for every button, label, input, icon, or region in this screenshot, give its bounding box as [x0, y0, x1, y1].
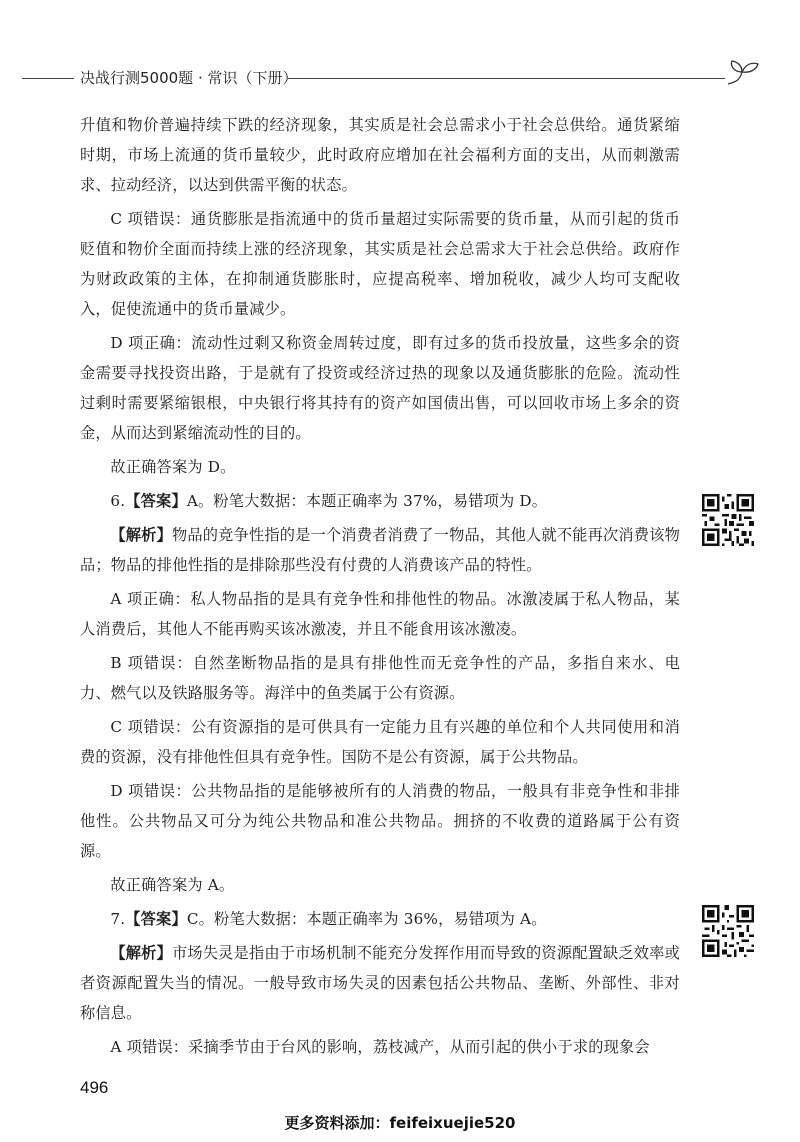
paragraph: 故正确答案为 D。: [110, 458, 236, 476]
paragraph: 升值和物价普遍持续下跌的经济现象，其实质是社会总需求小于社会总供给。通货紧缩时期，市场上流通的货币量较少，此时政府应增加在社会福利方面的支出，从而刺激需求、拉动经济，以达到供需平衡的状态。: [80, 116, 680, 194]
sprout-icon: [722, 58, 762, 88]
paragraph: 故正确答案为 A。: [110, 876, 235, 894]
paragraph: B 项错误：自然垄断物品指的是具有排他性而无竞争性的产品，多指自来水、电力、燃气以及铁路服务等。海洋中的鱼类属于公有资源。: [80, 654, 680, 702]
paragraph: A 项正确：私人物品指的是具有竞争性和排他性的物品。冰激凌属于私人物品，某人消费后，其他人不能再购买该冰激凌，并且不能食用该冰激凌。: [80, 590, 680, 638]
answer-6: 6.【答案】A。粉笔大数据：本题正确率为 37%，易错项为 D。: [110, 492, 548, 510]
paragraph: A 项错误：采摘季节由于台风的影响，荔枝减产，从而引起的供小于求的现象会: [110, 1038, 650, 1056]
answer-7: 7.【答案】C。粉笔大数据：本题正确率为 36%，易错项为 A。: [110, 910, 547, 928]
analysis-tag: 【解析】: [110, 944, 172, 962]
footer-note: 更多资料添加：feifeixuejie520: [284, 1114, 516, 1132]
header-title: 决战行测5000题 · 常识（下册）: [80, 69, 298, 87]
qr-code-icon[interactable]: [702, 905, 754, 957]
analysis-tag: 【解析】: [110, 526, 172, 544]
page-number: 496: [80, 1078, 109, 1097]
analysis-7: 【解析】市场失灵是指由于市场机制不能充分发挥作用而导致的资源配置缺乏效率或者资源配置失当的情况。一般导致市场失灵的因素包括公共物品、垄断、外部性、非对称信息。: [80, 944, 680, 1022]
main-text: [80, 110, 680, 1066]
header-rule-right: [288, 78, 725, 79]
answer-tag: 【答案】: [125, 492, 187, 510]
qr-code-icon[interactable]: [702, 494, 754, 546]
analysis-6: 【解析】物品的竞争性指的是一个消费者消费了一物品，其他人就不能再次消费该物品；物品的排他性指的是排除那些没有付费的人消费该产品的特性。: [80, 526, 680, 574]
running-header: [0, 58, 800, 98]
paragraph: D 项正确：流动性过剩又称资金周转过度，即有过多的货币投放量，这些多余的资金需要寻找投资出路，于是就有了投资或经济过热的现象以及通货膨胀的危险。流动性过剩时需要紧缩银根，中央银行将其持有的资产如国债出售，可以回收市场上多余的资金，从而达到紧缩流动性的目的。: [80, 334, 680, 442]
paragraph: C 项错误：通货膨胀是指流通中的货币量超过实际需要的货币量，从而引起的货币贬值和物价全面而持续上涨的经济现象，其实质是社会总需求大于社会总供给。政府作为财政政策的主体，在抑制通货膨胀时，应提高税率、增加税收，减少人均可支配收入，促使流通中的货币量减少。: [80, 210, 680, 318]
paragraph: C 项错误：公有资源指的是可供具有一定能力且有兴趣的单位和个人共同使用和消费的资源，没有排他性但具有竞争性。国防不是公有资源，属于公共物品。: [80, 718, 680, 766]
header-rule-left: [22, 78, 74, 79]
answer-tag: 【答案】: [125, 910, 187, 928]
paragraph: D 项错误：公共物品指的是能够被所有的人消费的物品，一般具有非竞争性和非排他性。公共物品又可分为纯公共物品和准公共物品。拥挤的不收费的道路属于公有资源。: [80, 782, 680, 860]
